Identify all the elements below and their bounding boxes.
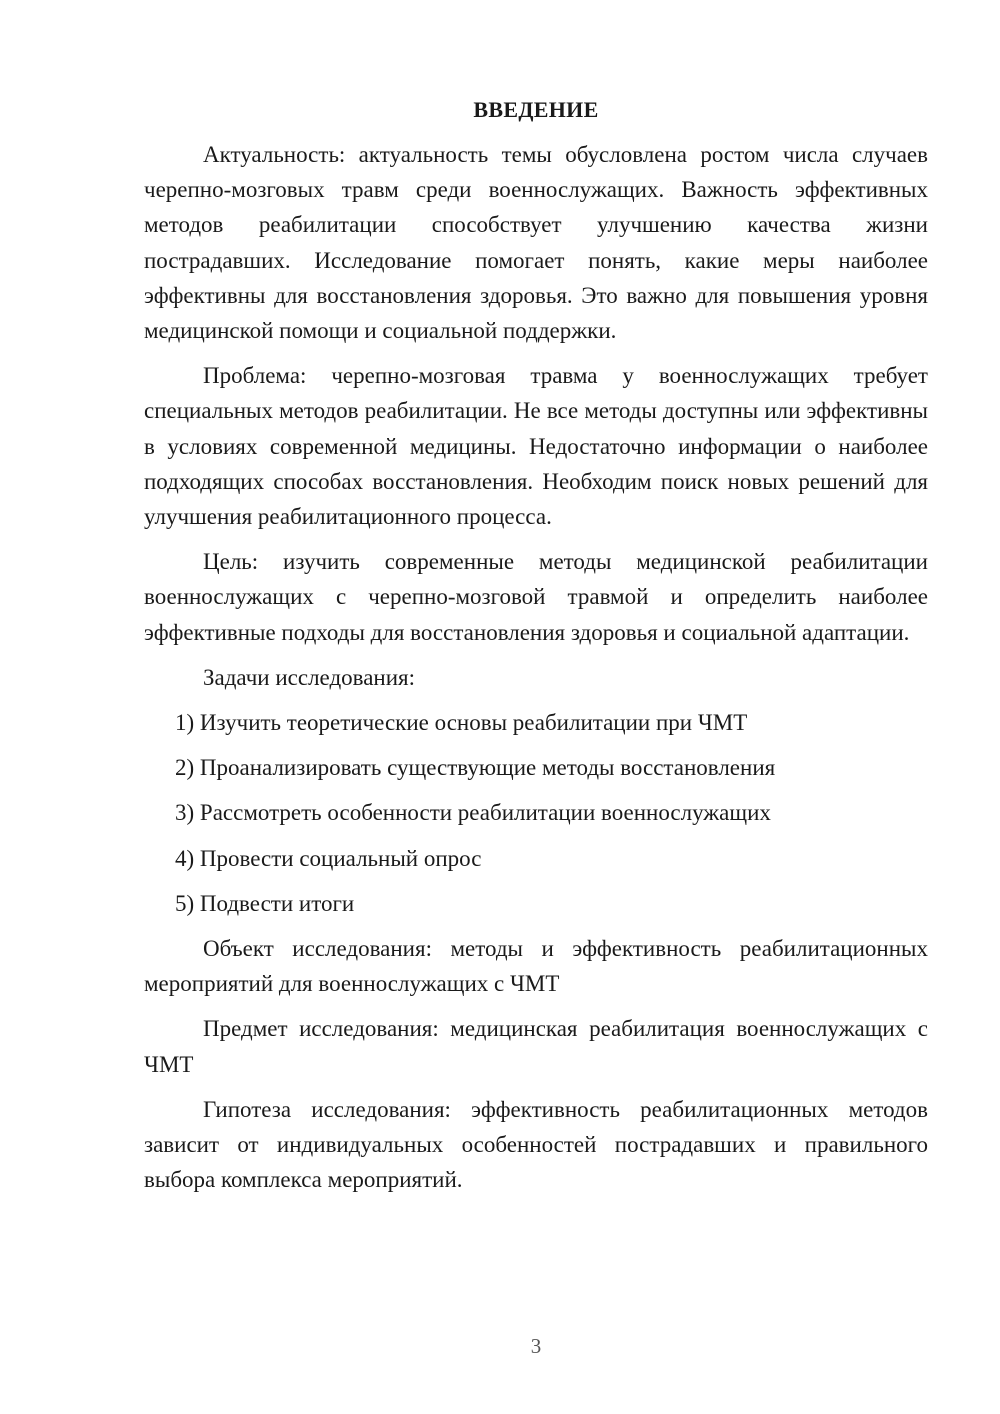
list-item: 2) Проанализировать существующие методы восстановления — [175, 755, 776, 781]
subject-paragraph: Предмет исследования: медицинская реабилитация военнослужащих с ЧМТ — [144, 1016, 928, 1077]
hypothesis-paragraph: Гипотеза исследования: эффективность реабилитационных методов зависит от индивидуальных особенностей пострадавших и правильного выбора комплекса мероприятий. — [144, 1096, 928, 1193]
list-item: 5) Подвести итоги — [175, 890, 355, 916]
relevance-paragraph: Актуальность: актуальность темы обусловлена ростом числа случаев черепно-мозговых травм среди военнослужащих. Важность эффективных методов реабилитации способствует улучшению качества жизни пострадавших. Исследование помогает понять, какие меры наиболее эффективны для восстановления здоровья. Это важно для повышения уровня медицинской помощи и социальной поддержки. — [144, 142, 928, 344]
page-number: 3 — [530, 1334, 542, 1358]
object-paragraph: Объект исследования: методы и эффективность реабилитационных мероприятий для военнослужащих с ЧМТ — [144, 936, 928, 997]
tasks-list — [144, 705, 928, 921]
problem-paragraph: Проблема: черепно-мозговая травма у военнослужащих требует специальных методов реабилитации. Не все методы доступны или эффективны в условиях современной медицины. Недостаточно информации о наиболее подходящих способах восстановления. Необходим поиск новых решений для улучшения реабилитационного процесса. — [144, 363, 928, 530]
goal-paragraph: Цель: изучить современные методы медицинской реабилитации военнослужащих с черепно-мозговой травмой и определить наиболее эффективные подходы для восстановления здоровья и социальной адаптации. — [144, 549, 928, 645]
list-item: 4) Провести социальный опрос — [175, 845, 482, 871]
list-item: 3) Рассмотреть особенности реабилитации военнослужащих — [175, 800, 771, 826]
page-content — [144, 95, 928, 1207]
list-item: 1) Изучить теоретические основы реабилитации при ЧМТ — [175, 710, 748, 736]
tasks-title: Задачи исследования: — [203, 664, 416, 690]
section-heading: ВВЕДЕНИЕ — [473, 97, 599, 122]
